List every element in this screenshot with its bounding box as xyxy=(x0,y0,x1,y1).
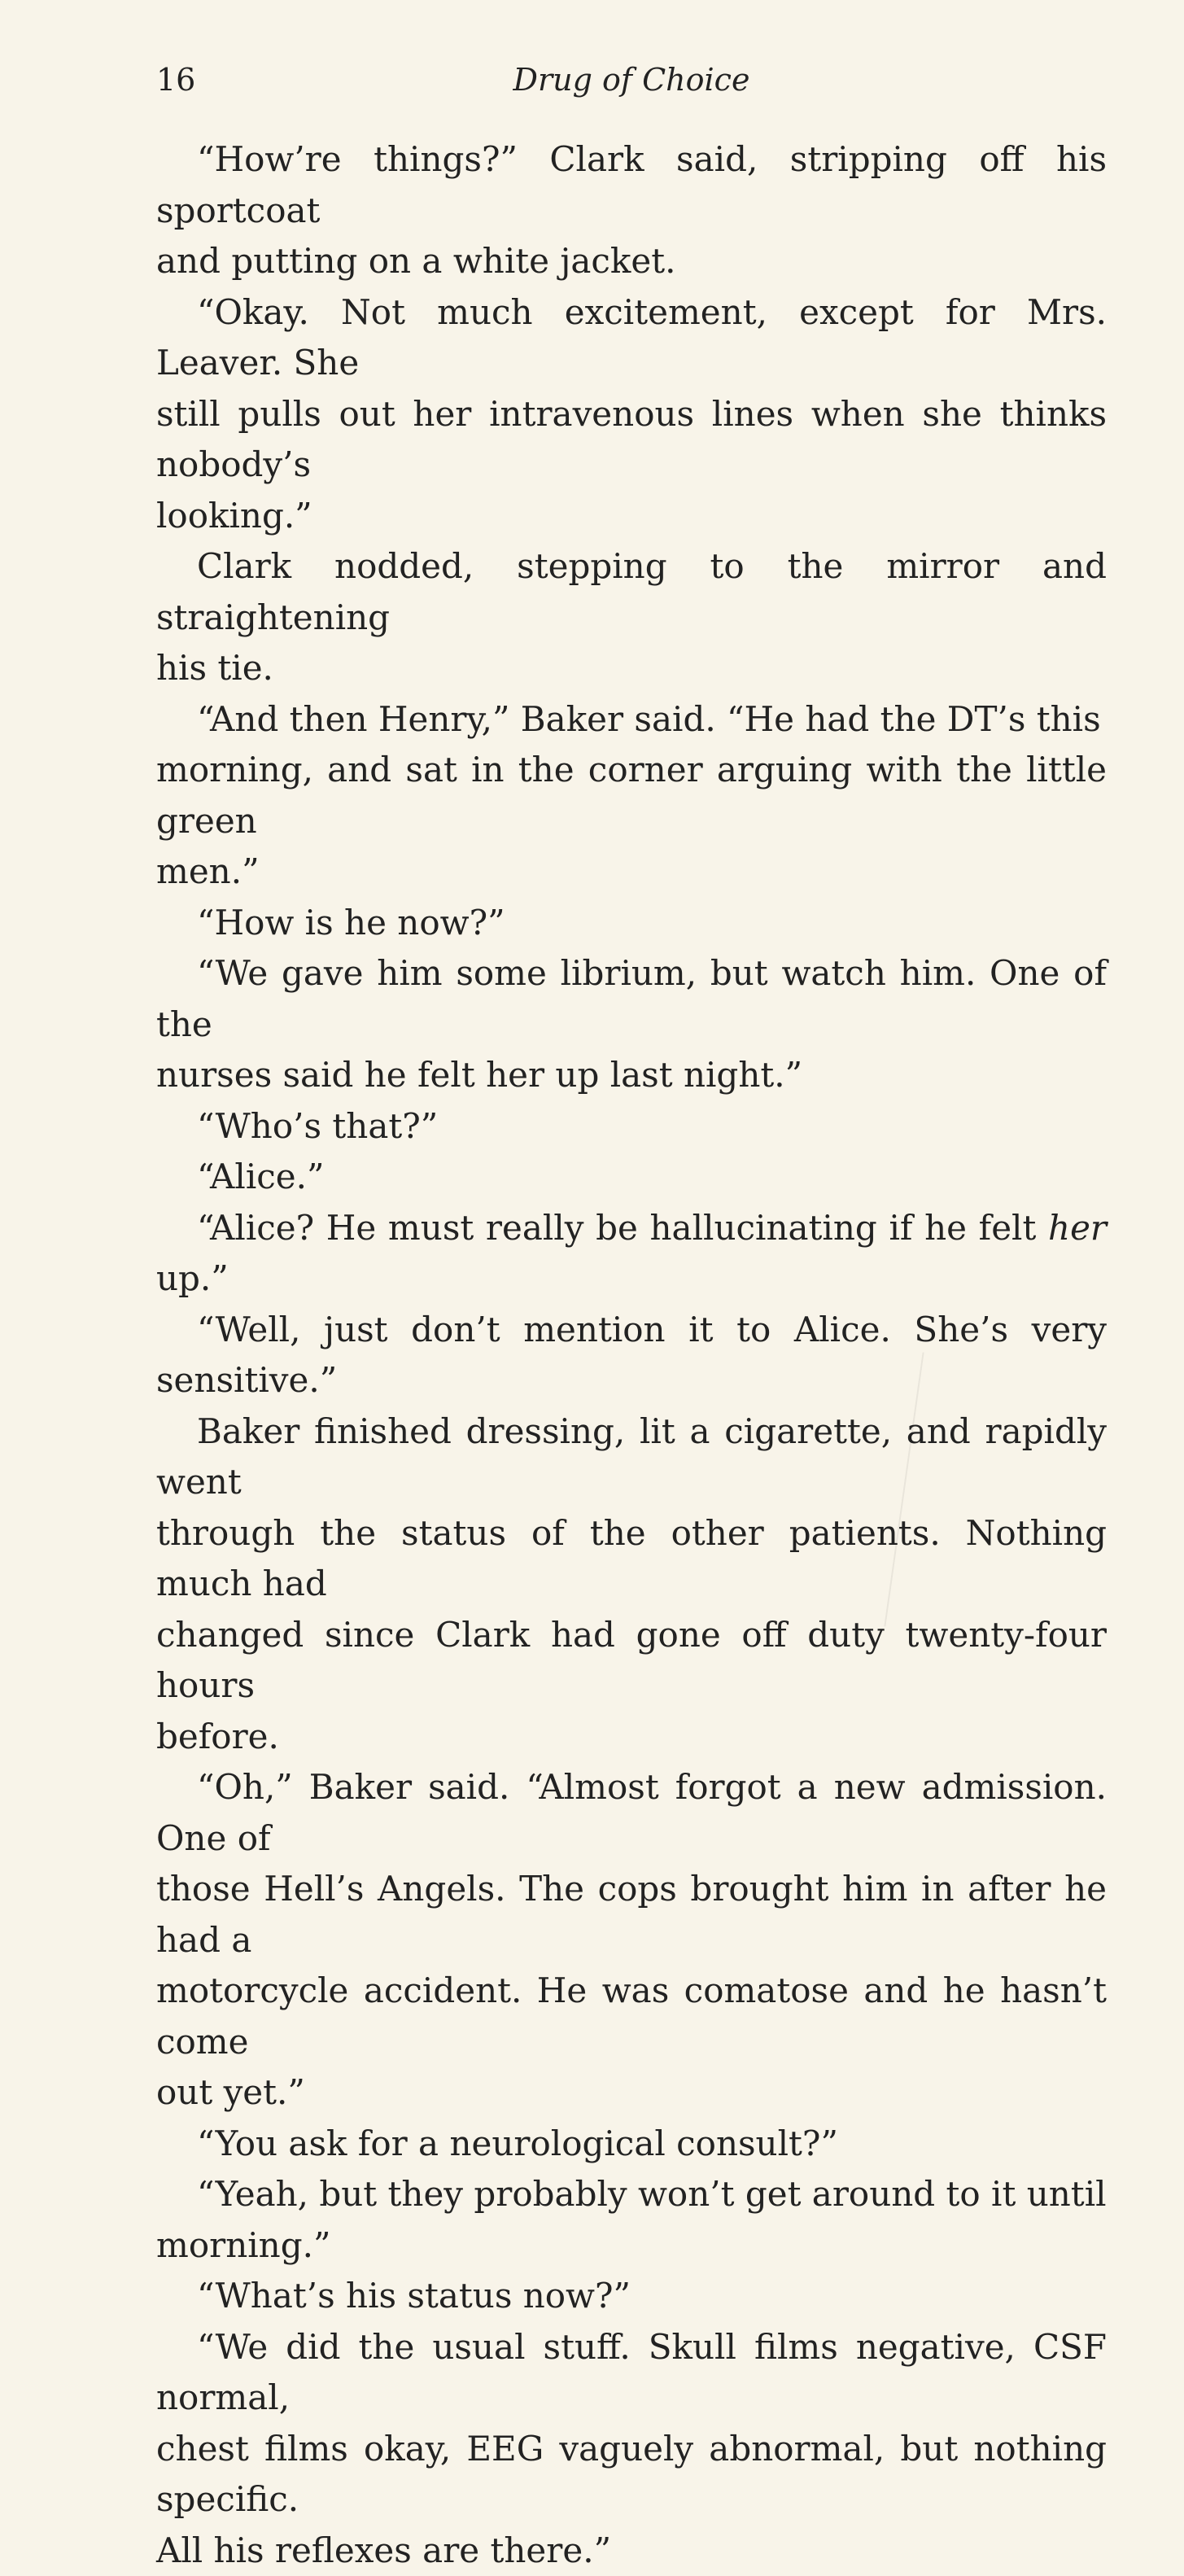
running-title: Drug of Choice xyxy=(156,55,1107,104)
page-header xyxy=(156,55,1107,104)
paragraph: Clark nodded, stepping to the mirror and straightening his tie. xyxy=(156,541,1107,694)
paragraph: “Who’s that?” xyxy=(156,1101,1107,1152)
paragraph: “Yeah, but they probably won’t get around to it until morning.” xyxy=(156,2169,1107,2271)
paragraph: “What’s his status now?” xyxy=(156,2271,1107,2322)
emphasis: her xyxy=(1048,1208,1107,1248)
paragraph: “Alice? He must really be hallucinating if he felt her up.” xyxy=(156,1203,1107,1305)
paragraph: “How is he now?” xyxy=(156,898,1107,949)
paragraph: Baker finished dressing, lit a cigarette, and rapidly went through the status of the other patients. Nothing much had changed since Clark had gone off duty twenty-four hours before. xyxy=(156,1406,1107,1763)
paragraph: “Well, just don’t mention it to Alice. She’s very sensitive.” xyxy=(156,1305,1107,1406)
paragraph: “Alice.” xyxy=(156,1152,1107,1203)
page-number: 16 xyxy=(156,55,195,104)
paragraph: “Okay. Not much excitement, except for Mrs. Leaver. She still pulls out her intravenous lines when she thinks nobody’s looking.” xyxy=(156,287,1107,542)
paragraph: “You ask for a neurological consult?” xyxy=(156,2119,1107,2170)
paragraph: “Oh,” Baker said. “Almost forgot a new admission. One of those Hell’s Angels. The cops brought him in after he had a motorcycle accident. He was comatose and he hasn’t come out yet.” xyxy=(156,1762,1107,2119)
paragraph: “And then Henry,” Baker said. “He had the DT’s this morning, and sat in the corner arguing with the little green men.” xyxy=(156,694,1107,898)
paragraph: “How’re things?” Clark said, stripping off his sportcoat and putting on a white jacket. xyxy=(156,134,1107,287)
body-text xyxy=(156,134,1107,2576)
paragraph: “We gave him some librium, but watch him. One of the nurses said he felt her up last night.” xyxy=(156,948,1107,1101)
paragraph: “We did the usual stuff. Skull films negative, CSF normal, chest films okay, EEG vaguely abnormal, but nothing specific. All his reflexes are there.” xyxy=(156,2322,1107,2576)
